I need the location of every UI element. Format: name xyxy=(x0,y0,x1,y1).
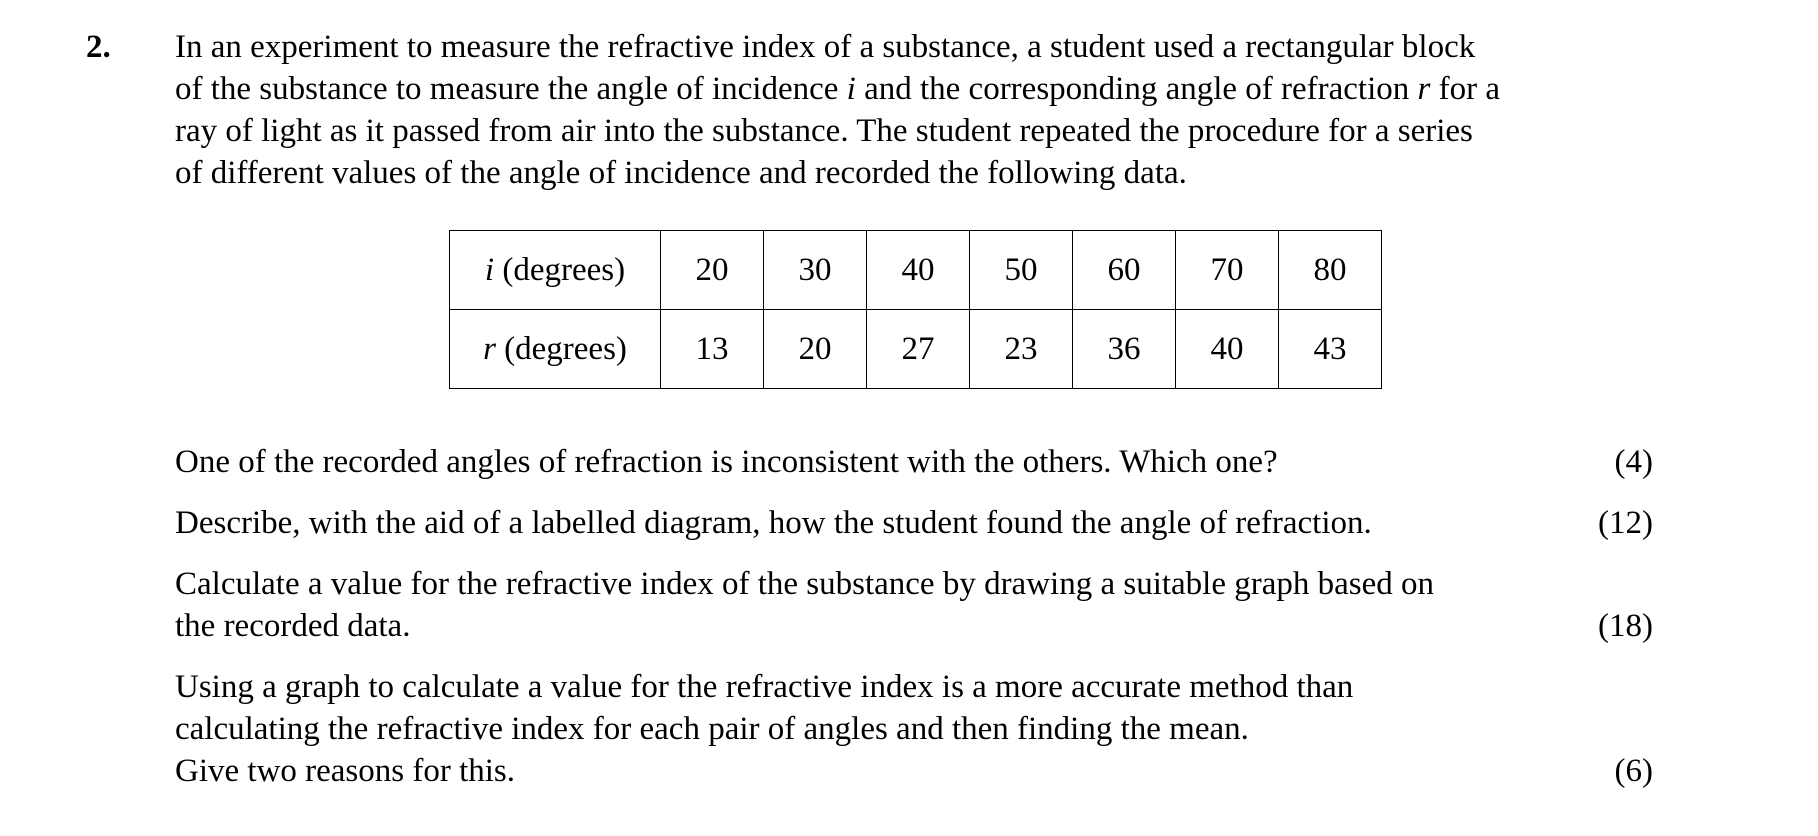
marks: (18) xyxy=(1598,608,1653,644)
question-text: One of the recorded angles of refraction is inconsistent with the others. Which one? xyxy=(175,444,1278,480)
question-text: Describe, with the aid of a labelled diagram, how the student found the angle of refraction. xyxy=(175,505,1372,541)
table-cell: 50 xyxy=(970,231,1073,310)
table-cell: 36 xyxy=(1073,310,1176,389)
symbol-i: i xyxy=(846,71,856,107)
table-cell: 13 xyxy=(661,310,764,389)
question-text: the recorded data. xyxy=(175,608,411,644)
marks: (12) xyxy=(1598,505,1653,541)
table-cell: 70 xyxy=(1176,231,1279,310)
question-intro xyxy=(175,26,1675,194)
marks: (4) xyxy=(1614,444,1653,480)
table-cell: 40 xyxy=(867,231,970,310)
intro-text: for a xyxy=(1438,71,1501,107)
question-number: 2. xyxy=(86,29,111,65)
intro-line: In an experiment to measure the refractive index of a substance, a student used a rectangular block xyxy=(175,29,1476,65)
row-header xyxy=(450,310,661,389)
question-part xyxy=(175,441,1653,483)
symbol-r: r xyxy=(1417,71,1431,107)
question-text: Give two reasons for this. xyxy=(175,753,516,789)
table-cell: 60 xyxy=(1073,231,1176,310)
data-table xyxy=(449,230,1382,389)
question-text: Using a graph to calculate a value for the refractive index is a more accurate method than xyxy=(175,669,1354,705)
question-text: calculating the refractive index for each pair of angles and then finding the mean. xyxy=(175,711,1249,747)
symbol-r: r xyxy=(483,330,496,367)
question-part xyxy=(175,666,1653,792)
table-cell: 30 xyxy=(764,231,867,310)
table-cell: 27 xyxy=(867,310,970,389)
question-part xyxy=(175,563,1653,647)
table-row-refraction xyxy=(450,310,1382,389)
table-cell: 23 xyxy=(970,310,1073,389)
table-cell: 80 xyxy=(1279,231,1382,310)
header-label: (degrees) xyxy=(504,330,627,367)
table-cell: 40 xyxy=(1176,310,1279,389)
question-text: Calculate a value for the refractive index of the substance by drawing a suitable graph based on xyxy=(175,566,1435,602)
table-cell: 20 xyxy=(764,310,867,389)
intro-line xyxy=(175,68,1675,110)
marks: (6) xyxy=(1614,753,1653,789)
intro-line: of different values of the angle of incidence and recorded the following data. xyxy=(175,155,1187,191)
table-cell: 20 xyxy=(661,231,764,310)
header-label: (degrees) xyxy=(502,251,626,288)
intro-line: ray of light as it passed from air into the substance. The student repeated the procedure for a series xyxy=(175,113,1473,149)
row-header xyxy=(450,231,661,310)
table-row-incidence xyxy=(450,231,1382,310)
question-part xyxy=(175,502,1653,544)
intro-text: and the corresponding angle of refraction xyxy=(864,71,1410,107)
intro-text: of the substance to measure the angle of incidence xyxy=(175,71,839,107)
table-cell: 43 xyxy=(1279,310,1382,389)
symbol-i: i xyxy=(484,251,495,288)
